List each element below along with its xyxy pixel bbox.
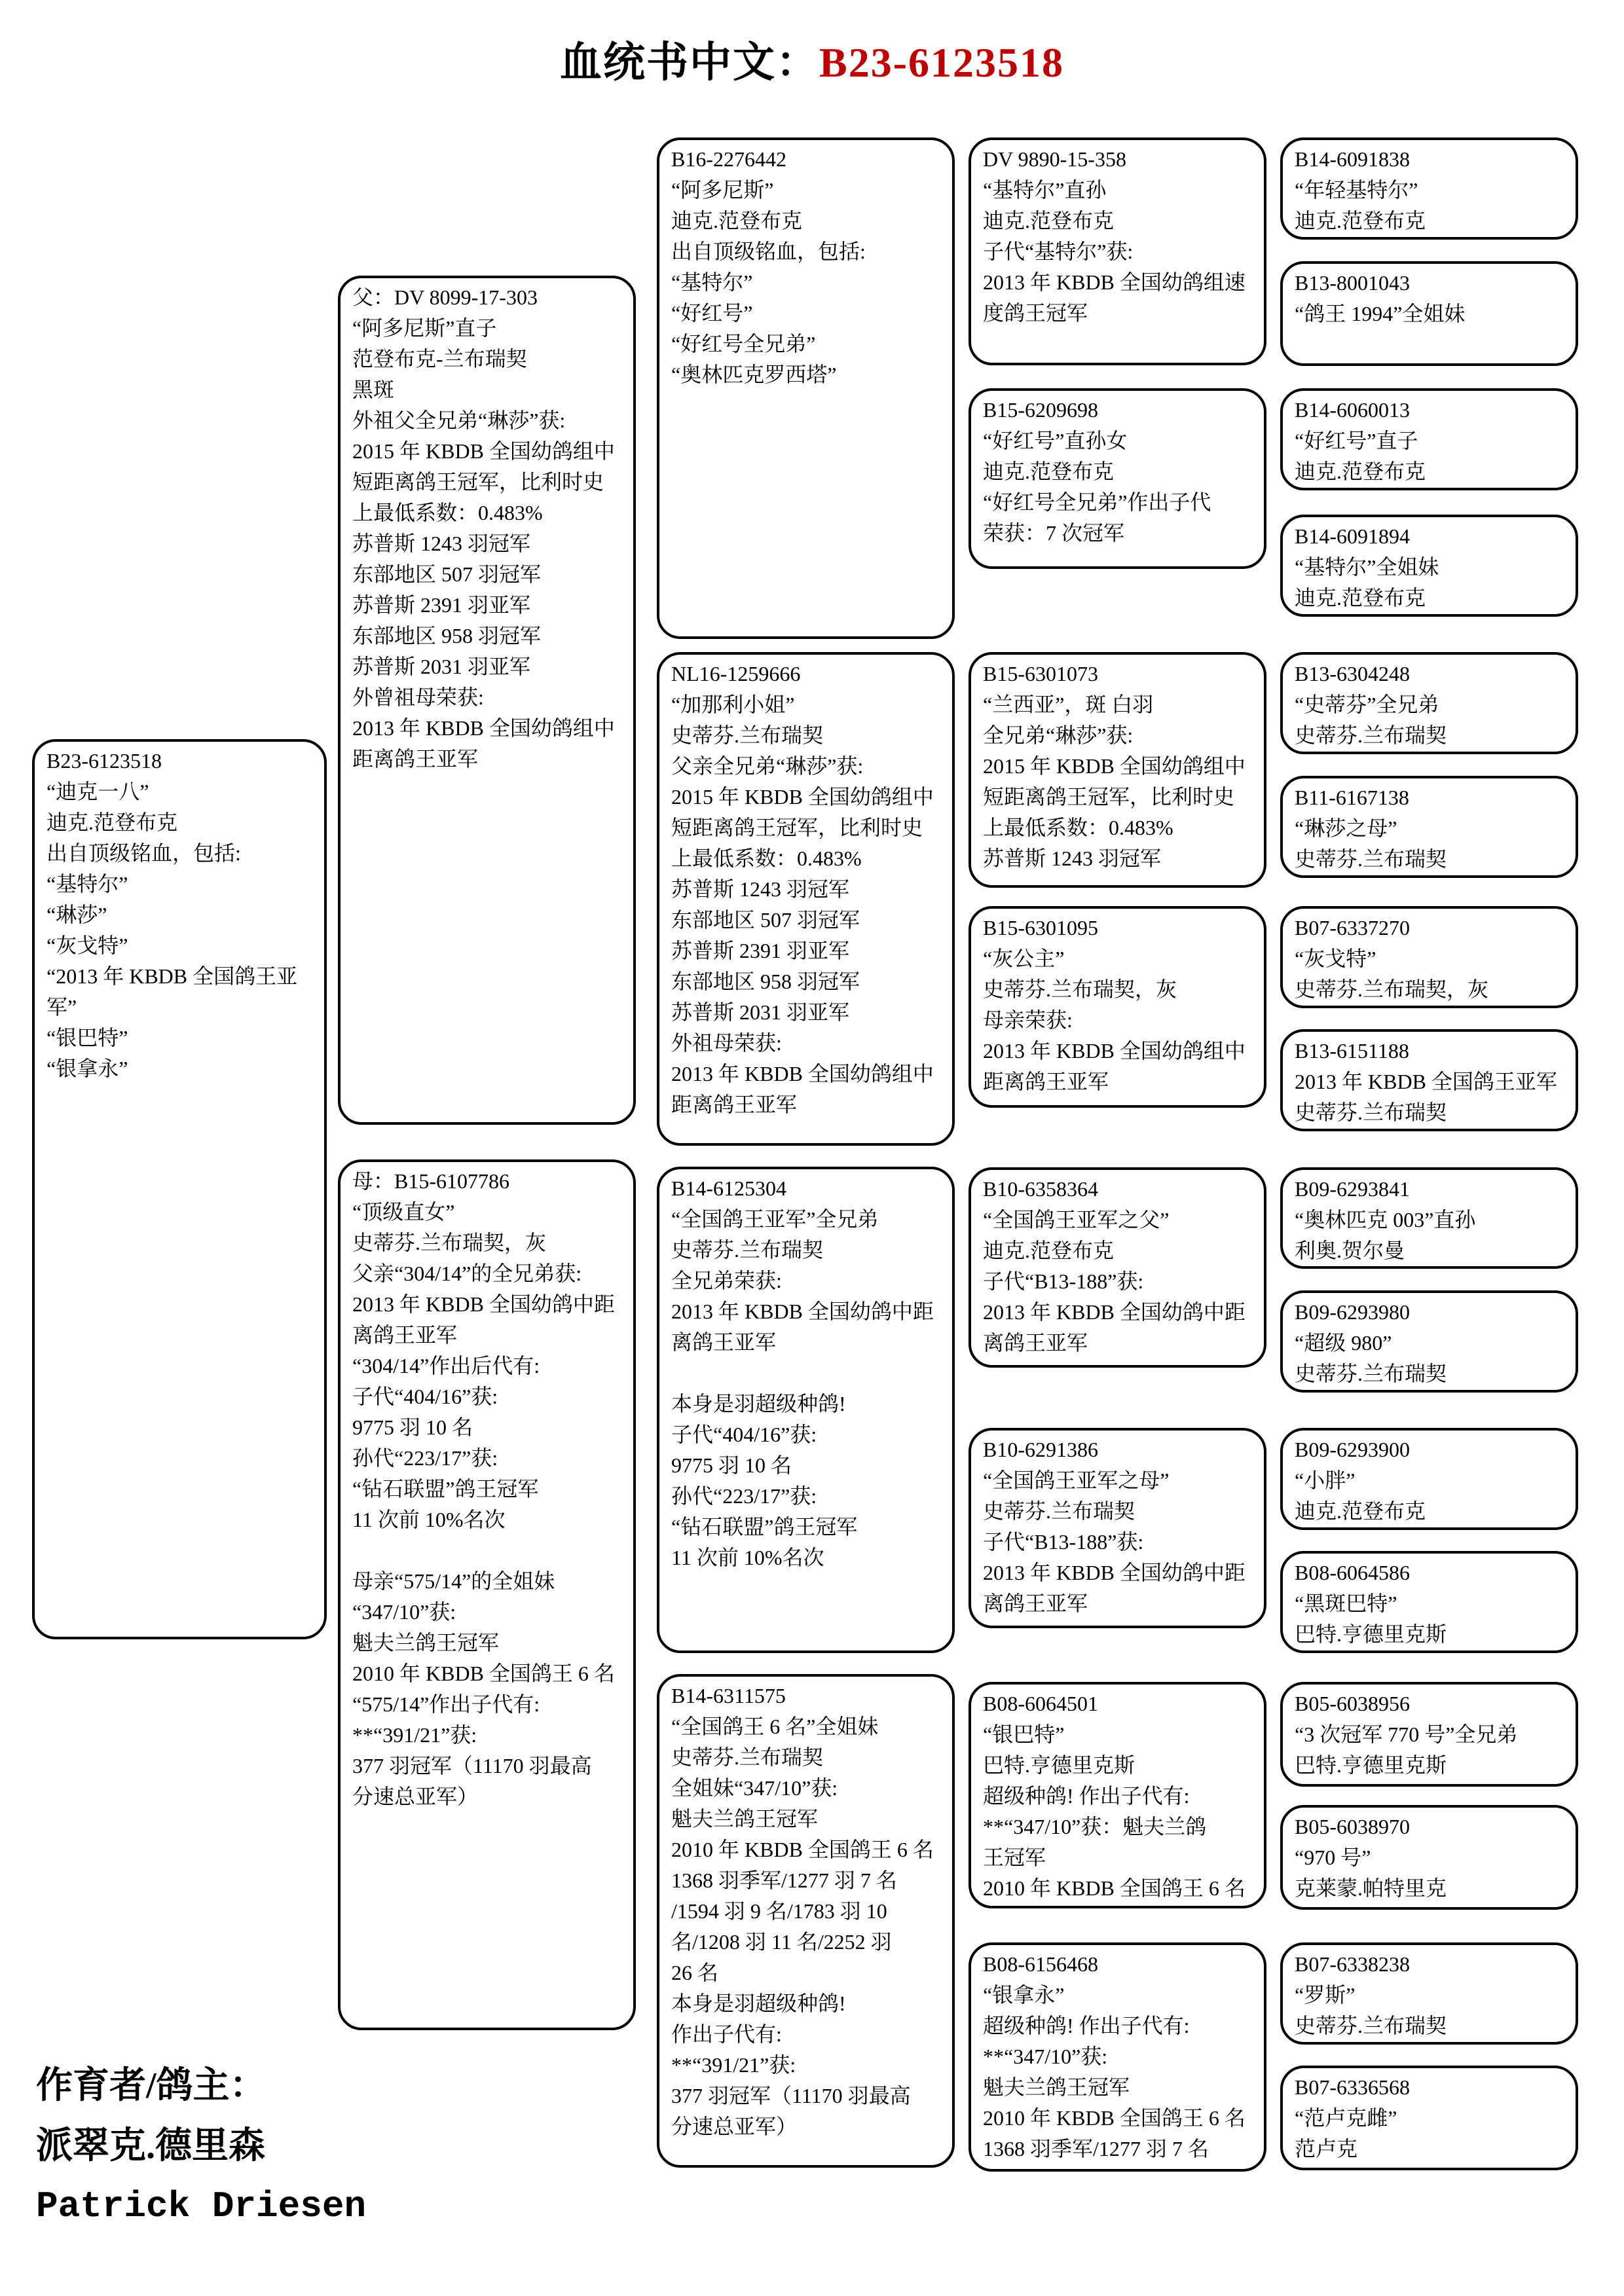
detail-line: “黑斑巴特”: [1295, 1592, 1397, 1615]
detail-line: 苏普斯 1243 羽冠军: [983, 847, 1162, 870]
detail-line: “罗斯”: [1295, 1983, 1356, 2007]
detail-line: 史蒂芬.兰布瑞契: [983, 1499, 1135, 1523]
detail-line: “好红号”直孙女: [983, 429, 1128, 452]
detail-line: “347/10”获:: [352, 1600, 456, 1624]
detail-line: 名/1208 羽 11 名/2252 羽: [671, 1930, 892, 1954]
detail-line: 东部地区 958 羽冠军: [671, 970, 860, 993]
pedigree-box-B09-6293980: [1280, 1290, 1578, 1393]
detail-line: 史蒂芬.兰布瑞契: [671, 723, 824, 747]
pedigree-box-B15-6209698: [969, 388, 1266, 569]
ring-number: B05-6038970: [1295, 1815, 1410, 1838]
detail-line: 苏普斯 1243 羽冠军: [352, 532, 531, 555]
ring-number: B08-6064501: [983, 1692, 1098, 1715]
detail-line: 离鸽王亚军: [352, 1323, 458, 1347]
detail-line: 史蒂芬.兰布瑞契: [1295, 1362, 1447, 1385]
ring-number: B14-6060013: [1295, 398, 1410, 422]
pedigree-box-DV9890-15-358: [969, 137, 1266, 365]
detail-line: “超级 980”: [1295, 1331, 1392, 1355]
detail-line: 父亲“304/14”的全兄弟获:: [352, 1262, 582, 1285]
detail-line: 短距离鸽王冠军，比利时史: [983, 785, 1235, 809]
detail-line: 史蒂芬.兰布瑞契，灰: [352, 1231, 547, 1254]
detail-line: 全兄弟荣获:: [671, 1269, 782, 1292]
ring-number: B23-6123518: [46, 749, 162, 773]
detail-line: 子代“404/16”获:: [671, 1423, 817, 1446]
detail-line: 迪克.范登布克: [671, 209, 803, 232]
detail-line: “全国鸽王亚军之父”: [983, 1208, 1170, 1231]
detail-line: 2015 年 KBDB 全国幼鸽组中: [352, 439, 615, 463]
pedigree-box-NL16-1259666: [657, 652, 955, 1146]
detail-line: “银巴特”: [983, 1722, 1065, 1746]
detail-line: “好红号”直子: [1295, 429, 1418, 452]
pedigree-box-B08-6064586: [1280, 1551, 1578, 1653]
detail-line: “阿多尼斯”直子: [352, 316, 497, 340]
pedigree-box-B07-6336568: [1280, 2066, 1578, 2170]
detail-line: 史蒂芬.兰布瑞契: [1295, 1101, 1447, 1124]
detail-line: 分速总亚军）: [352, 1785, 479, 1808]
detail-line: 出自顶级铭血，包括:: [46, 841, 241, 865]
detail-line: “银巴特”: [46, 1026, 128, 1049]
detail-line: 迪克.范登布克: [1295, 209, 1426, 232]
ring-number: B16-2276442: [671, 147, 786, 171]
detail-line: “好红号全兄弟”作出子代: [983, 490, 1211, 514]
detail-line: 史蒂芬.兰布瑞契: [671, 1238, 824, 1262]
detail-line: 上最低系数：0.483%: [671, 847, 862, 870]
detail-line: “好红号全兄弟”: [671, 332, 816, 355]
detail-line: 迪克.范登布克: [1295, 586, 1426, 610]
detail-line: **“391/21”获:: [671, 2053, 796, 2077]
pedigree-box-B09-6293900: [1280, 1428, 1578, 1530]
detail-line: “小胖”: [1295, 1468, 1356, 1492]
detail-line: 巴特.亨德里克斯: [1295, 1622, 1447, 1646]
ring-number: B13-6304248: [1295, 662, 1410, 685]
detail-line: “基特尔”: [671, 270, 753, 294]
detail-line: 苏普斯 2031 羽亚军: [671, 1000, 850, 1024]
detail-line: 超级种鸽! 作出子代有:: [983, 1784, 1190, 1808]
detail-line: 本身是羽超级种鸽!: [671, 1392, 846, 1415]
detail-line: “琳莎”: [46, 903, 107, 926]
pedigree-box-B05-6038970: [1280, 1805, 1578, 1910]
ring-number: 母：B15-6107786: [352, 1169, 510, 1193]
detail-line: “银拿永”: [46, 1057, 128, 1080]
pedigree-box-dam: [338, 1159, 636, 2030]
detail-line: “970 号”: [1295, 1846, 1371, 1869]
detail-line: “范卢克雌”: [1295, 2106, 1397, 2130]
detail-line: 王冠军: [983, 1846, 1046, 1869]
pedigree-box-B14-6311575: [657, 1674, 955, 2168]
title-label: 血统书中文：: [560, 39, 819, 86]
detail-line: 母亲荣获:: [983, 1008, 1073, 1032]
ring-number: B07-6336568: [1295, 2075, 1410, 2099]
detail-line: “奥林匹克 003”直孙: [1295, 1208, 1476, 1231]
detail-line: “575/14”作出子代有:: [352, 1692, 540, 1716]
detail-line: 出自顶级铭血，包括:: [671, 240, 866, 263]
pedigree-box-B16-2276442: [657, 137, 955, 639]
detail-line: “奥林匹克罗西塔”: [671, 363, 837, 386]
detail-line: 外祖母荣获:: [671, 1031, 782, 1055]
detail-line: “全国鸽王亚军”全兄弟: [671, 1207, 879, 1231]
ring-number: B09-6293980: [1295, 1300, 1410, 1324]
pedigree-box-B13-8001043: [1280, 261, 1578, 366]
detail-line: 巴特.亨德里克斯: [983, 1753, 1135, 1777]
ring-number: B14-6091894: [1295, 524, 1410, 548]
detail-line: “钻石联盟”鸽王冠军: [352, 1477, 539, 1501]
ring-number: B14-6311575: [671, 1684, 786, 1707]
detail-line: 2010 年 KBDB 全国鸽王 6 名: [671, 1838, 934, 1861]
detail-line: 史蒂芬.兰布瑞契，灰: [983, 977, 1177, 1001]
detail-line: 距离鸽王亚军: [671, 1093, 798, 1116]
detail-line: 史蒂芬.兰布瑞契: [671, 1745, 824, 1769]
detail-line: **“347/10”获:: [983, 2045, 1108, 2068]
ring-number: B13-8001043: [1295, 271, 1410, 295]
detail-line: 离鸽王亚军: [983, 1592, 1088, 1615]
detail-line: 全兄弟“琳莎”获:: [983, 723, 1134, 747]
ring-number: B07-6338238: [1295, 1952, 1410, 1976]
detail-line: 2013 年 KBDB 全国幼鸽组速: [983, 270, 1246, 294]
detail-line: 范登布克-兰布瑞契: [352, 347, 527, 371]
detail-line: 迪克.范登布克: [983, 460, 1115, 483]
detail-line: 黑斑: [352, 378, 395, 401]
detail-line: 东部地区 958 羽冠军: [352, 624, 542, 647]
detail-line: 苏普斯 2391 羽亚军: [671, 939, 850, 962]
detail-line: 东部地区 507 羽冠军: [352, 562, 542, 586]
detail-line: 利奥.贺尔曼: [1295, 1239, 1405, 1262]
ring-number: B08-6064586: [1295, 1561, 1410, 1584]
detail-line: 荣获：7 次冠军: [983, 521, 1125, 545]
pedigree-box-B10-6291386: [969, 1428, 1266, 1628]
pedigree-box-sire: [338, 276, 636, 1125]
detail-line: “银拿永”: [983, 1983, 1065, 2007]
detail-line: 26 名: [671, 1961, 719, 1984]
detail-line: 2013 年 KBDB 全国幼鸽中距: [352, 1292, 615, 1316]
ring-number: NL16-1259666: [671, 662, 801, 685]
detail-line: 范卢克: [1295, 2137, 1358, 2160]
detail-line: 距离鸽王亚军: [983, 1070, 1109, 1093]
detail-line: “2013 年 KBDB 全国鸽王亚: [46, 964, 298, 988]
detail-line: 外祖父全兄弟“琳莎”获:: [352, 409, 566, 432]
page-title: [0, 29, 1624, 89]
detail-line: 2015 年 KBDB 全国幼鸽组中: [983, 754, 1246, 778]
pedigree-box-B07-6338238: [1280, 1942, 1578, 2045]
detail-line: 11 次前 10%名次: [352, 1508, 506, 1531]
pedigree-box-B08-6156468: [969, 1942, 1266, 2172]
detail-line: 2010 年 KBDB 全国鸽王 6 名: [352, 1662, 615, 1685]
detail-line: 2013 年 KBDB 全国幼鸽组中: [983, 1039, 1246, 1063]
detail-line: 子代“B13-188”获:: [983, 1269, 1144, 1293]
detail-line: 2013 年 KBDB 全国幼鸽中距: [671, 1300, 934, 1323]
detail-line: “迪克一八”: [46, 780, 149, 803]
detail-line: 1368 羽季军/1277 羽 7 名: [983, 2137, 1209, 2160]
detail-line: 短距离鸽王冠军，比利时史: [671, 816, 923, 839]
detail-line: 子代“B13-188”获:: [983, 1530, 1144, 1554]
pedigree-box-B10-6358364: [969, 1167, 1266, 1368]
detail-line: /1594 羽 9 名/1783 羽 10: [671, 1899, 887, 1923]
ring-number: B15-6301095: [983, 916, 1098, 939]
detail-line: 离鸽王亚军: [983, 1331, 1088, 1355]
ring-number: B05-6038956: [1295, 1692, 1410, 1715]
pedigree-box-B05-6038956: [1280, 1682, 1578, 1787]
detail-line: 军”: [46, 995, 77, 1019]
pedigree-box-B14-6091894: [1280, 515, 1578, 617]
detail-line: 迪克.范登布克: [46, 811, 178, 834]
detail-line: 迪克.范登布克: [1295, 460, 1426, 483]
pedigree-box-B13-6151188: [1280, 1029, 1578, 1131]
detail-line: “全国鸽王亚军之母”: [983, 1468, 1170, 1492]
detail-line: “顶级直女”: [352, 1200, 455, 1224]
pedigree-box-B14-6060013: [1280, 388, 1578, 490]
detail-line: “基特尔”直孙: [983, 178, 1107, 202]
pedigree-box-B08-6064501: [969, 1682, 1266, 1908]
detail-line: “年轻基特尔”: [1295, 178, 1418, 202]
detail-line: 苏普斯 2391 羽亚军: [352, 593, 531, 617]
detail-line: 2010 年 KBDB 全国鸽王 6 名: [983, 1876, 1246, 1900]
detail-line: 父亲全兄弟“琳莎”获:: [671, 754, 864, 778]
detail-line: 作出子代有:: [671, 2022, 782, 2046]
detail-line: 短距离鸽王冠军，比利时史: [352, 470, 604, 494]
breeder-label: 作育者/鸽主：: [36, 2066, 267, 2106]
detail-line: 2013 年 KBDB 全国幼鸽组中: [671, 1062, 934, 1085]
detail-line: 巴特.亨德里克斯: [1295, 1753, 1447, 1777]
detail-line: 魁夫兰鸽王冠军: [983, 2075, 1130, 2099]
pedigree-box-B14-6091838: [1280, 137, 1578, 240]
detail-line: 迪克.范登布克: [1295, 1499, 1426, 1523]
detail-line: 2013 年 KBDB 全国幼鸽组中: [352, 716, 615, 740]
ring-number: B14-6091838: [1295, 147, 1410, 171]
detail-line: 超级种鸽! 作出子代有:: [983, 2014, 1190, 2037]
detail-line: 11 次前 10%名次: [671, 1546, 824, 1569]
detail-line: 全姐妹“347/10”获:: [671, 1776, 838, 1800]
detail-line: 9775 羽 10 名: [352, 1415, 473, 1439]
ring-number: B15-6209698: [983, 398, 1098, 422]
detail-line: “好红号”: [671, 301, 753, 325]
detail-line: 距离鸽王亚军: [352, 747, 479, 771]
detail-line: “钻石联盟”鸽王冠军: [671, 1515, 858, 1539]
detail-line: 孙代“223/17”获:: [671, 1484, 817, 1508]
ring-number: B11-6167138: [1295, 786, 1409, 809]
ring-number: B10-6358364: [983, 1177, 1098, 1201]
detail-line: “琳莎之母”: [1295, 816, 1397, 840]
detail-line: [352, 1535, 625, 1566]
detail-line: **“347/10”获：魁夫兰鸽: [983, 1815, 1207, 1838]
title-ring-number: B23-6123518: [819, 39, 1064, 86]
pedigree-box-B14-6125304: [657, 1167, 955, 1653]
detail-line: 上最低系数：0.483%: [352, 501, 543, 524]
detail-line: 孙代“223/17”获:: [352, 1446, 498, 1470]
breeder-name-cn: 派翠克.德里森: [36, 2126, 265, 2166]
ring-number: B08-6156468: [983, 1952, 1098, 1976]
detail-line: 377 羽冠军（11170 羽最高: [671, 2084, 911, 2107]
detail-line: 史蒂芬.兰布瑞契: [1295, 847, 1447, 871]
detail-line: “基特尔”: [46, 872, 128, 896]
ring-number: B13-6151188: [1295, 1039, 1409, 1063]
detail-line: 上最低系数：0.483%: [983, 816, 1173, 839]
detail-line: 东部地区 507 羽冠军: [671, 908, 860, 932]
ring-number: B15-6301073: [983, 662, 1098, 685]
detail-line: 本身是羽超级种鸽!: [671, 1992, 846, 2015]
detail-line: [671, 1358, 944, 1389]
detail-line: 分速总亚军）: [671, 2115, 798, 2138]
detail-line: 2010 年 KBDB 全国鸽王 6 名: [983, 2106, 1246, 2130]
ring-number: B14-6125304: [671, 1176, 786, 1200]
breeder-name-en: Patrick Driesen: [36, 2185, 367, 2227]
detail-line: 子代“404/16”获:: [352, 1385, 498, 1408]
detail-line: “基特尔”全姐妹: [1295, 555, 1439, 579]
detail-line: 魁夫兰鸽王冠军: [352, 1631, 500, 1654]
detail-line: “加那利小姐”: [671, 693, 795, 716]
ring-number: 父：DV 8099-17-303: [352, 285, 538, 309]
detail-line: “灰戈特”: [46, 934, 128, 957]
pedigree-box-B15-6301095: [969, 906, 1266, 1108]
ring-number: B07-6337270: [1295, 916, 1410, 939]
pedigree-box-B13-6304248: [1280, 652, 1578, 754]
breeder-credit: [36, 2056, 366, 2236]
detail-line: “史蒂芬”全兄弟: [1295, 693, 1439, 716]
detail-line: “全国鸽王 6 名”全姐妹: [671, 1715, 879, 1738]
pedigree-box-B15-6301073: [969, 652, 1266, 888]
ring-number: B09-6293900: [1295, 1438, 1410, 1461]
detail-line: 迪克.范登布克: [983, 209, 1115, 232]
detail-line: “3 次冠军 770 号”全兄弟: [1295, 1722, 1518, 1746]
detail-line: “灰戈特”: [1295, 947, 1376, 970]
detail-line: “鸽王 1994”全姐妹: [1295, 302, 1466, 325]
detail-line: 离鸽王亚军: [671, 1330, 777, 1354]
detail-line: “兰西亚”，斑 白羽: [983, 693, 1154, 716]
pedigree-box-B09-6293841: [1280, 1167, 1578, 1269]
detail-line: 1368 羽季军/1277 羽 7 名: [671, 1868, 897, 1892]
detail-line: 迪克.范登布克: [983, 1239, 1115, 1262]
pedigree-box-B11-6167138: [1280, 776, 1578, 878]
ring-number: B09-6293841: [1295, 1177, 1410, 1201]
ring-number: B10-6291386: [983, 1438, 1098, 1461]
detail-line: 魁夫兰鸽王冠军: [671, 1807, 819, 1831]
detail-line: **“391/21”获:: [352, 1723, 477, 1747]
detail-line: “304/14”作出后代有:: [352, 1354, 540, 1377]
detail-line: 2013 年 KBDB 全国幼鸽中距: [983, 1561, 1246, 1584]
detail-line: 苏普斯 2031 羽亚军: [352, 655, 531, 678]
detail-line: 9775 羽 10 名: [671, 1453, 792, 1477]
pedigree-box-subject: [32, 739, 327, 1639]
detail-line: 2013 年 KBDB 全国鸽王亚军: [1295, 1070, 1557, 1093]
detail-line: 史蒂芬.兰布瑞契: [1295, 723, 1447, 747]
detail-line: 克莱蒙.帕特里克: [1295, 1876, 1447, 1900]
detail-line: 外曾祖母荣获:: [352, 685, 484, 709]
detail-line: “灰公主”: [983, 947, 1065, 970]
detail-line: “阿多尼斯”: [671, 178, 774, 202]
pedigree-box-B07-6337270: [1280, 906, 1578, 1008]
detail-line: 母亲“575/14”的全姐妹: [352, 1569, 555, 1593]
detail-line: 377 羽冠军（11170 羽最高: [352, 1754, 592, 1777]
detail-line: 史蒂芬.兰布瑞契: [1295, 2014, 1447, 2037]
detail-line: 2013 年 KBDB 全国幼鸽中距: [983, 1300, 1246, 1324]
detail-line: 史蒂芬.兰布瑞契，灰: [1295, 977, 1489, 1001]
detail-line: 子代“基特尔”获:: [983, 240, 1134, 263]
ring-number: DV 9890-15-358: [983, 147, 1126, 171]
detail-line: 2015 年 KBDB 全国幼鸽组中: [671, 785, 934, 809]
detail-line: 度鸽王冠军: [983, 301, 1088, 325]
detail-line: 苏普斯 1243 羽冠军: [671, 877, 850, 901]
